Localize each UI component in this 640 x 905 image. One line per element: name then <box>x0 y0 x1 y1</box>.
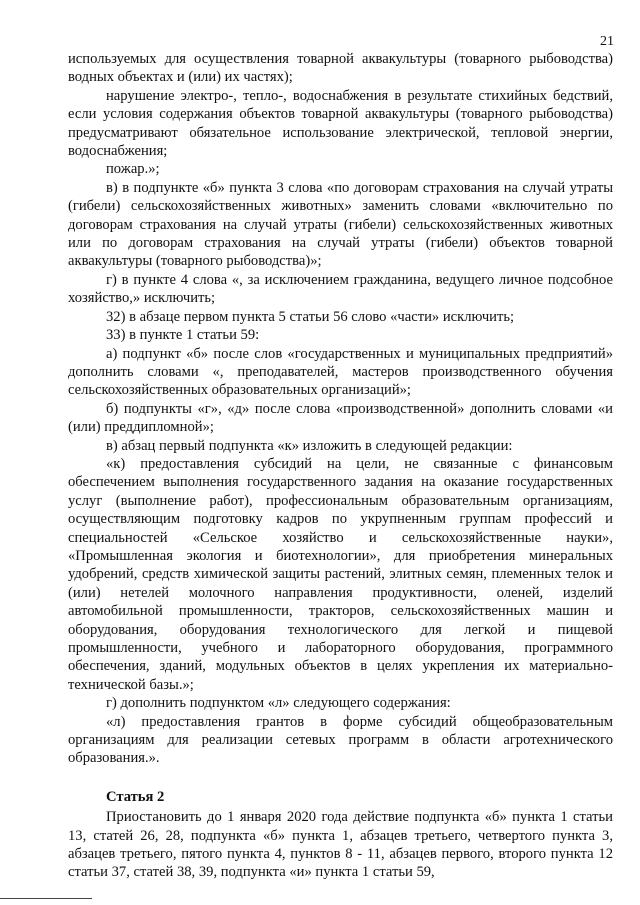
document-body <box>68 50 613 882</box>
paragraph: г) в пункте 4 слова «, за исключением гражданина, ведущего личное подсобное хозяйство,» исключить; <box>68 271 613 307</box>
article-heading: Статья 2 <box>106 788 165 805</box>
paragraph: г) дополнить подпунктом «л» следующего содержания: <box>106 695 451 712</box>
paragraph: «к) предоставления субсидий на цели, не связанные с финансовым обеспечением выполнения государственного задания на оказание государственных услуг (выполнение работ), профессиональным образовательным организациям, осуществляющим подготовку кадров по укрупненным группам профессий и специальностей «Сельское хозяйство и сельскохозяйственные науки», «Промышленная экология и биотехнологии», для приобретения минеральных удобрений, средств химической защиты растений, элитных семян, племенных телок и (или) нетелей молочного направления продуктивности, оленей, изделий автомобильной промышленности, тракторов, сельскохозяйственных машин и оборудования, оборудования технологического для легкой и пищевой промышленности, учебного и лабораторного оборудования, программного обеспечения, зданий, модульных объектов в целях укрепления их материально-технической базы.»; <box>68 455 613 693</box>
paragraph: в) в подпункте «б» пункта 3 слова «по договорам страхования на случай утраты (гибели) сельскохозяйственных животных» заменить словами «включительно по договорам страхования на случай утраты (гибели) сельскохозяйственных животных или по договорам страхования на случай утраты (гибели) объектов товарной аквакультуры (товарного рыбоводства)»; <box>68 179 613 270</box>
paragraph: «л) предоставления грантов в форме субсидий общеобразовательным организациям для реализации сетевых программ в области агротехнического образования.». <box>68 713 613 767</box>
paragraph: 33) в пункте 1 статьи 59: <box>106 327 260 344</box>
paragraph: нарушение электро-, тепло-, водоснабжения в результате стихийных бедствий, если условия содержания объектов товарной аквакультуры (товарного рыбоводства) предусматривают обязательное использование электрической, тепловой энергии, водоснабжения; <box>68 87 613 160</box>
paragraph: пожар.»; <box>106 161 160 178</box>
paragraph: б) подпункты «г», «д» после слова «производственной» дополнить словами «и (или) преддипломной»; <box>68 400 613 436</box>
footnote-divider <box>0 898 92 899</box>
paragraph: в) абзац первый подпункта «к» изложить в следующей редакции: <box>106 437 513 454</box>
paragraph: 32) в абзаце первом пункта 5 статьи 56 слово «части» исключить; <box>106 308 515 325</box>
paragraph: а) подпункт «б» после слов «государственных и муниципальных предприятий» дополнить словами «, преподавателей, мастеров производственного обучения сельскохозяйственных образовательных организаций»; <box>68 345 613 399</box>
paragraph: используемых для осуществления товарной аквакультуры (товарного рыбоводства) водных объектах и (или) их частях); <box>68 51 613 86</box>
paragraph: Приостановить до 1 января 2020 года действие подпункта «б» пункта 1 статьи 13, статей 26, 28, подпункта «б» пункта 1, абзацев третьего, четвертого пункта 3, абзацев третьего, пятого пункта 4, пунктов 8 - 11, абзацев первого, второго пункта 12 статьи 37, статей 38, 39, подпункта «и» пункта 1 статьи 59, <box>68 809 613 881</box>
page-number: 21 <box>600 34 614 49</box>
